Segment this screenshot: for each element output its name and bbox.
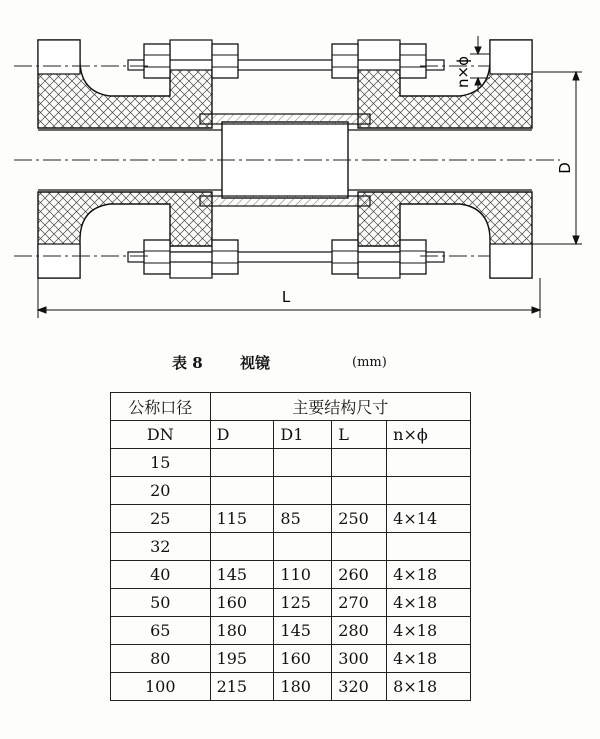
table-row [111,449,471,477]
table-number: 表 8 [172,354,203,372]
header-main-dimensions: 主要结构尺寸 [210,393,470,421]
cell-d: 215 [210,673,274,701]
col-l: L [332,421,387,449]
table-row [111,617,471,645]
cell-l: 300 [332,645,387,673]
header-nominal-size: 公称口径 [111,393,211,421]
cell-l [332,533,387,561]
cell-n-phi: 4×18 [387,561,471,589]
cell-d [210,477,274,505]
header-row-2 [111,421,471,449]
table-row [111,645,471,673]
cell-dn: 25 [111,505,211,533]
cell-d: 180 [210,617,274,645]
dimension-table [110,392,471,701]
table-row [111,561,471,589]
cell-d1: 180 [274,673,332,701]
table-row [111,533,471,561]
header-row-1 [111,393,471,421]
cell-d1 [274,449,332,477]
cell-dn: 100 [111,673,211,701]
col-n-phi: n×ϕ [387,421,471,449]
table-row [111,589,471,617]
dim-length-label: L [281,288,291,306]
table-row [111,505,471,533]
col-d1: D1 [274,421,332,449]
cell-d: 195 [210,645,274,673]
cell-l: 260 [332,561,387,589]
cell-n-phi: 4×18 [387,645,471,673]
cell-dn: 20 [111,477,211,505]
cell-dn: 50 [111,589,211,617]
cell-l: 270 [332,589,387,617]
cell-dn: 32 [111,533,211,561]
cell-d [210,533,274,561]
cell-d: 160 [210,589,274,617]
dim-diameter [532,72,582,244]
cell-d1: 85 [274,505,332,533]
cell-n-phi [387,477,471,505]
cell-d: 145 [210,561,274,589]
dim-diameter-label: D [556,162,574,174]
cell-d [210,449,274,477]
cell-dn: 40 [111,561,211,589]
cell-l [332,477,387,505]
table-row [111,477,471,505]
cell-n-phi [387,449,471,477]
sight-glass-drawing [0,0,600,340]
cell-d1: 110 [274,561,332,589]
cell-d1: 145 [274,617,332,645]
col-dn: DN [111,421,211,449]
cell-d1 [274,533,332,561]
table-title: 视镜 [240,354,271,372]
cell-n-phi: 4×18 [387,589,471,617]
cell-n-phi: 4×14 [387,505,471,533]
cell-dn: 15 [111,449,211,477]
col-d: D [210,421,274,449]
cell-d1 [274,477,332,505]
cell-d1: 125 [274,589,332,617]
cell-l: 250 [332,505,387,533]
dim-bolt-hole-label: n×ϕ [454,56,472,88]
cell-dn: 65 [111,617,211,645]
cell-l: 280 [332,617,387,645]
cell-n-phi: 4×18 [387,617,471,645]
cell-d1: 160 [274,645,332,673]
table-unit: (mm) [352,355,387,370]
cell-dn: 80 [111,645,211,673]
cell-l [332,449,387,477]
cell-l: 320 [332,673,387,701]
cell-d: 115 [210,505,274,533]
table-row [111,673,471,701]
cell-n-phi [387,533,471,561]
cell-n-phi: 8×18 [387,673,471,701]
